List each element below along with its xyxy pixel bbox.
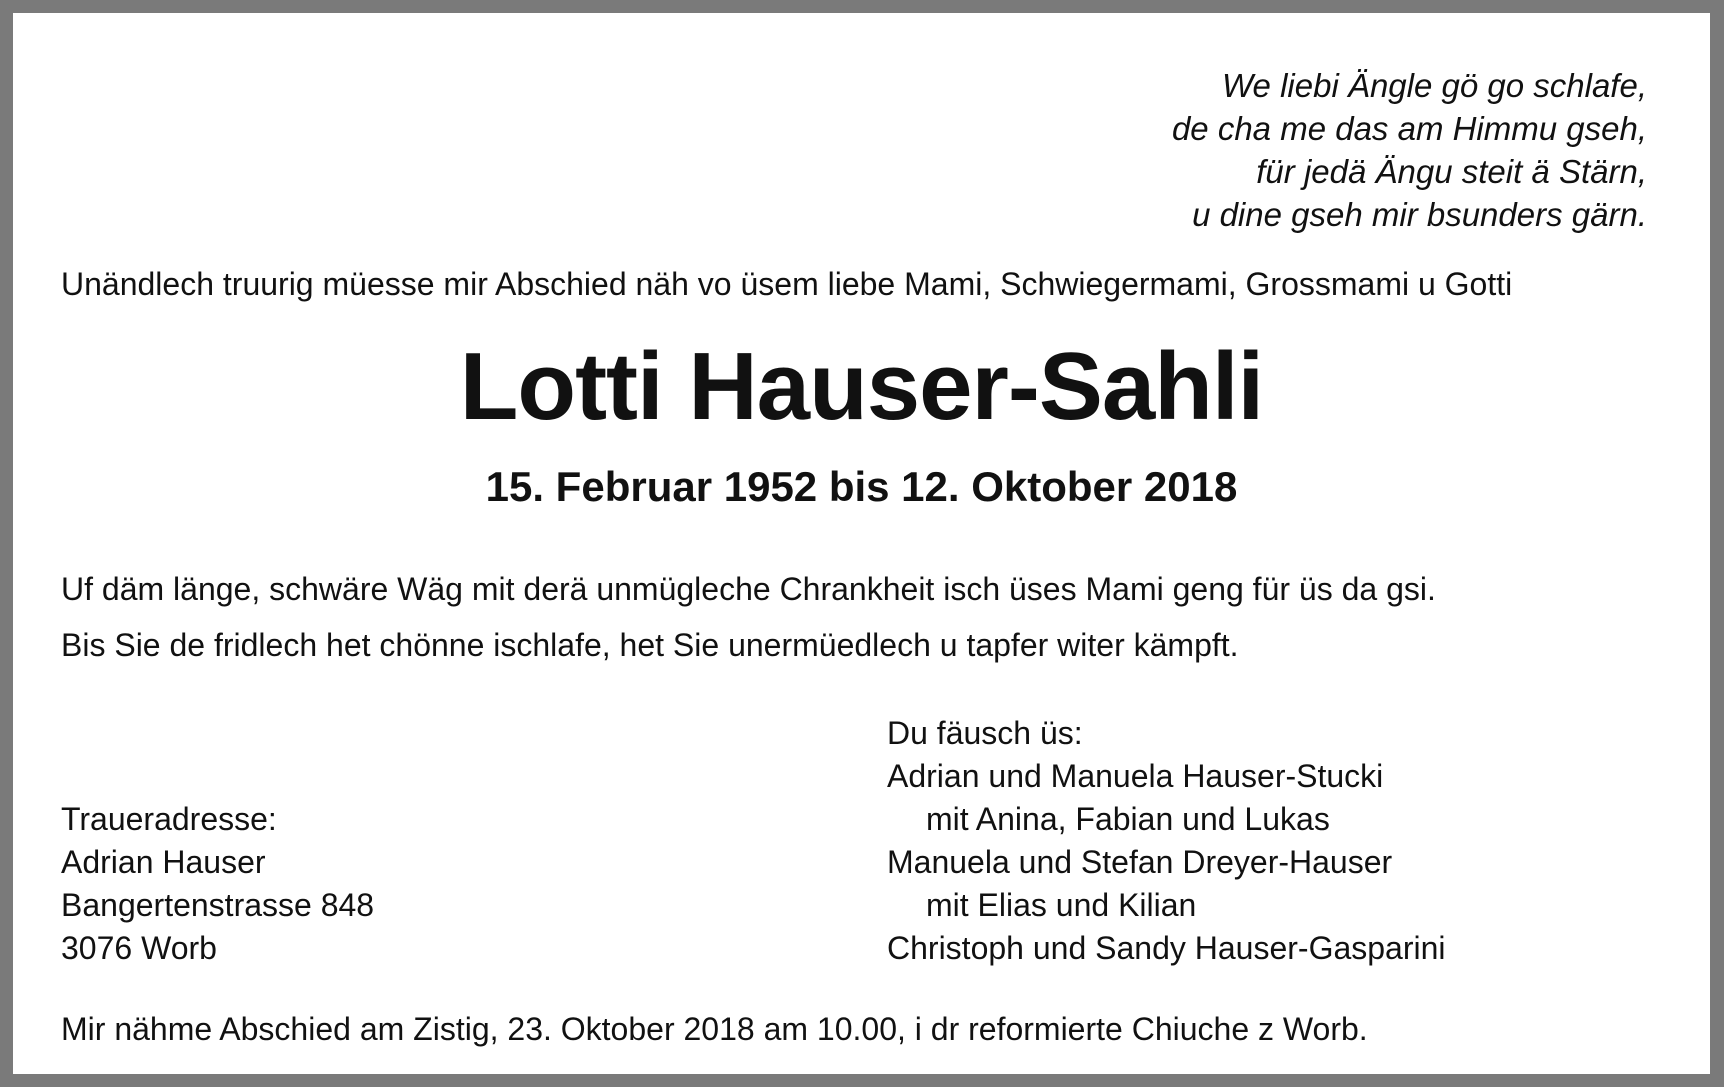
body-text: [61, 561, 1436, 673]
family-children: mit Anina, Fabian und Lukas: [926, 801, 1330, 837]
mourning-address: [61, 798, 374, 970]
family-list: [887, 712, 1446, 970]
address-label: Traueradresse:: [61, 801, 277, 837]
address-street: Bangertenstrasse 848: [61, 887, 375, 923]
deceased-name: Lotti Hauser-Sahli: [459, 333, 1264, 440]
family-heading: Du fäusch üs:: [887, 715, 1083, 751]
address-name: Adrian Hauser: [61, 844, 266, 880]
poem-line: de cha me das am Himmu gseh,: [1171, 110, 1647, 147]
body-line: Uf däm länge, schwäre Wäg mit derä unmügleche Chrankheit isch üses Mami geng für üs da gsi.: [61, 571, 1436, 607]
body-line: Bis Sie de fridlech het chönne ischlafe, het Sie unermüedlech u tapfer witer kämpft.: [61, 627, 1239, 663]
poem: [1172, 64, 1647, 236]
family-entry: Manuela und Stefan Dreyer-Hauser: [887, 844, 1393, 880]
family-children: mit Elias und Kilian: [926, 887, 1197, 923]
family-entry: Christoph und Sandy Hauser-Gasparini: [887, 930, 1446, 966]
address-city: 3076 Worb: [61, 930, 217, 966]
poem-line: u dine gseh mir bsunders gärn.: [1192, 196, 1647, 233]
service-info: Mir nähme Abschied am Zistig, 23. Oktober 2018 am 10.00, i dr reformierte Chiuche z Worb.: [61, 1011, 1368, 1047]
life-dates: 15. Februar 1952 bis 12. Oktober 2018: [485, 463, 1238, 510]
family-entry: Adrian und Manuela Hauser-Stucki: [887, 758, 1384, 794]
obituary-page: [13, 13, 1710, 1074]
intro-text: Unändlech truurig müesse mir Abschied näh vo üsem liebe Mami, Schwiegermami, Grossmami u Gotti: [61, 266, 1513, 302]
poem-line: We liebi Ängle gö go schlafe,: [1222, 67, 1647, 104]
poem-line: für jedä Ängu steit ä Stärn,: [1256, 153, 1647, 190]
